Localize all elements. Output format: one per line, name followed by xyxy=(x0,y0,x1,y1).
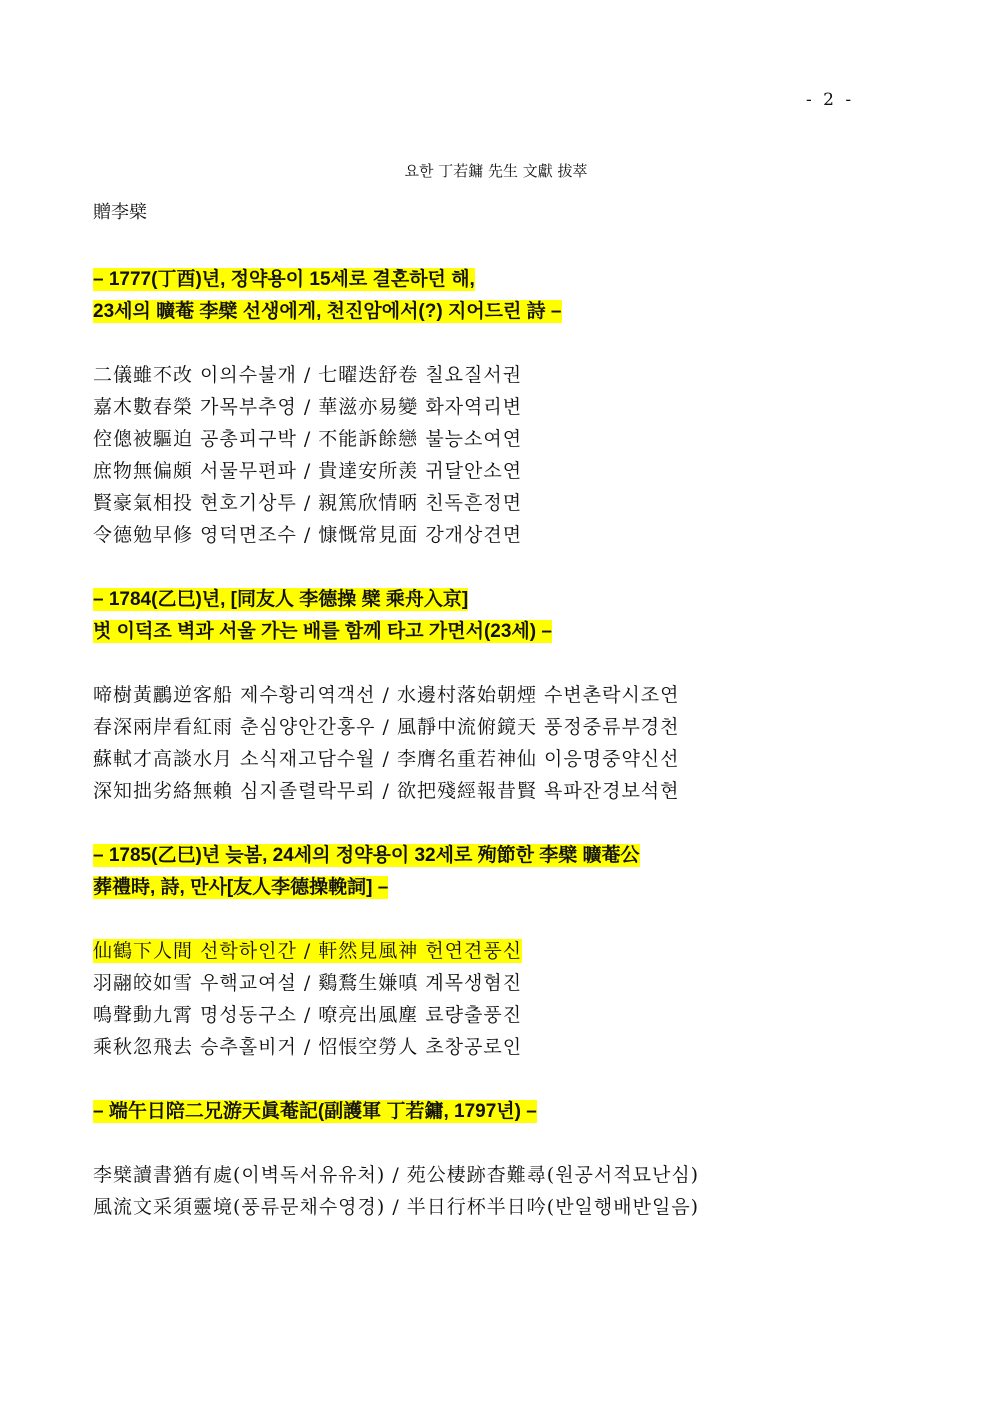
section-3-poem-line: 羽翮皎如雪 우핵교여설 / 鷄鶩生嫌嗔 계목생혐진 xyxy=(93,972,523,994)
section-2-poem-line: 深知拙劣絡無賴 심지졸렬락무뢰 / 欲把殘經報昔賢 욕파잔경보석현 xyxy=(93,780,680,802)
section-1-poem-line: 倥傯被驅迫 공총피구박 / 不能訴餘戀 불능소여연 xyxy=(93,428,523,450)
page-number: - 2 - xyxy=(806,90,855,110)
section-3-heading-line-1: – 1785(乙巳)년 늦봄, 24세의 정약용이 32세로 殉節한 李檗 曠菴公 xyxy=(93,845,640,866)
section-1-poem-line: 二儀雖不改 이의수불개 / 七曜迭舒卷 칠요질서권 xyxy=(93,364,523,386)
section-4-heading-line-1: – 端午日陪二兄游天眞菴記(副護軍 丁若鏞, 1797년) – xyxy=(93,1101,537,1122)
section-4-poem-line: 風流文采須靈境(풍류문채수영경) / 半日行杯半日吟(반일행배반일음) xyxy=(93,1196,700,1218)
section-1-heading-line-1: – 1777(丁酉)년, 정약용이 15세로 결혼하던 해, xyxy=(93,269,475,290)
section-1-poem-line: 嘉木數春榮 가목부추영 / 華滋亦易變 화자역리변 xyxy=(93,396,523,418)
section-1-poem-line: 庶物無偏頗 서물무편파 / 貴達安所羡 귀달안소연 xyxy=(93,460,523,482)
section-4-poem-line: 李檗讀書猶有處(이벽독서유유처) / 苑公棲跡杳難尋(원공서적묘난심) xyxy=(93,1164,700,1186)
section-1-poem-line: 賢豪氣相投 현호기상투 / 親篤欣情昞 친독흔정면 xyxy=(93,492,523,514)
dedication: 贈李檗 xyxy=(93,202,147,223)
section-2-heading-line-1: – 1784(乙巳)년, [同友人 李德操 檗 乘舟入京] xyxy=(93,589,469,610)
section-3-poem-line: 鳴聲動九霄 명성동구소 / 嘹亮出風塵 료량출풍진 xyxy=(93,1004,523,1026)
section-2-poem-line: 蘇軾才高談水月 소식재고담수월 / 李膺名重若神仙 이응명중약신선 xyxy=(93,748,680,770)
section-3-poem-line: 乘秋忽飛去 승추홀비거 / 怊悵空勞人 초창공로인 xyxy=(93,1036,523,1058)
section-1-poem-line: 令德勉早修 영덕면조수 / 慷慨常見面 강개상견면 xyxy=(93,524,523,546)
section-2-poem-line: 啼樹黃鸝逆客船 제수황리역객선 / 水邊村落始朝煙 수변촌락시조연 xyxy=(93,684,680,706)
section-3-highlighted-poem-line: 仙鶴下人間 선학하인간 / 軒然見風神 헌연견풍신 xyxy=(93,940,523,962)
section-2-heading-line-2: 벗 이덕조 벽과 서울 가는 배를 함께 타고 가면서(23세) – xyxy=(93,621,552,642)
section-3-heading-line-2: 葬禮時, 詩, 만사[友人李德操輓詞] – xyxy=(93,877,389,898)
document-title: 요한 丁若鏞 先生 文獻 拔萃 xyxy=(404,162,588,180)
section-2-poem-line: 春深兩岸看紅雨 춘심양안간홍우 / 風靜中流俯鏡天 풍정중류부경천 xyxy=(93,716,680,738)
section-1-heading-line-2: 23세의 曠菴 李檗 선생에게, 천진암에서(?) 지어드린 詩 – xyxy=(93,301,562,322)
